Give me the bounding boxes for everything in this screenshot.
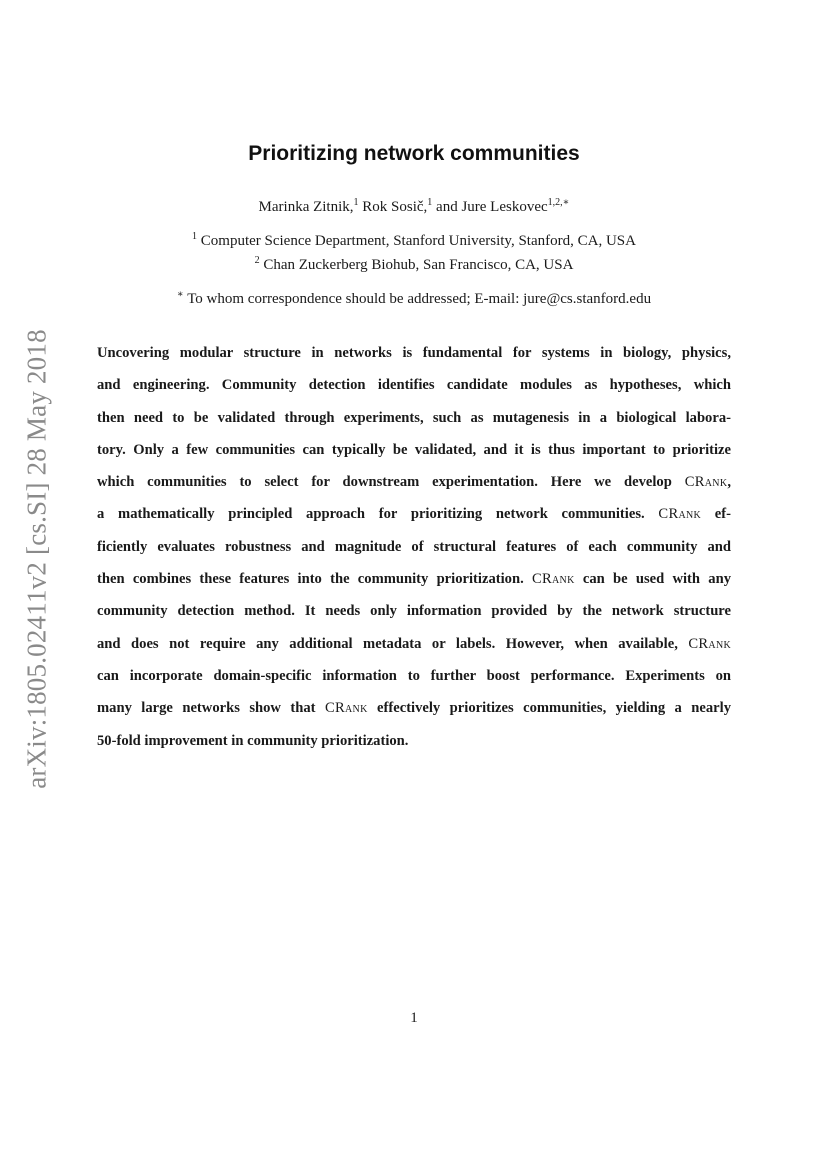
abstract-text: ficiently evaluates robustness and magnitude of structural features of each community and <box>97 538 731 555</box>
abstract-line <box>97 628 731 660</box>
author-list <box>0 199 828 216</box>
abstract-line <box>97 692 731 724</box>
abstract-text: and does not require any additional metadata or labels. However, when available, <box>97 635 689 652</box>
abstract-text: and engineering. Community detection identifies candidate modules as hypotheses, which <box>97 377 731 394</box>
abstract-text: then combines these features into the community prioritization. <box>97 571 532 588</box>
abstract-text: many large networks show that <box>97 700 325 717</box>
abstract-text: Uncovering modular structure in networks is fundamental for systems in biology, physics, <box>97 345 731 361</box>
page-number: 1 <box>410 1010 418 1026</box>
abstract-line <box>97 434 731 466</box>
abstract-line <box>97 402 731 434</box>
abstract-line <box>97 563 731 595</box>
abstract-text: , <box>727 474 731 491</box>
abstract-line <box>97 498 731 530</box>
abstract <box>97 337 731 757</box>
affiliation-text: Chan Zuckerberg Biohub, San Francisco, CA, USA <box>263 257 574 273</box>
method-name: CRank <box>531 571 575 588</box>
abstract-text: ef- <box>701 506 731 523</box>
author-affiliation-mark: 1 <box>353 197 359 208</box>
arxiv-identifier: arXiv:1805.02411v2 [cs.SI] 28 May 2018 <box>21 329 52 789</box>
author-name: Rok Sosič, <box>362 199 428 215</box>
arxiv-side-stamp <box>15 318 59 800</box>
affiliation-mark: 1 <box>192 231 198 242</box>
abstract-text: can incorporate domain-specific information to further boost performance. Experiments on <box>97 667 731 684</box>
paper-title: Prioritizing network communities <box>248 142 580 165</box>
abstract-text: tory. Only a few communities can typically be validated, and it is thus important to prioritize <box>97 441 731 458</box>
affiliation-2 <box>0 257 828 274</box>
abstract-text: community detection method. It needs only information provided by the network structure <box>97 603 731 620</box>
correspondence-note <box>0 291 828 308</box>
author-name: Marinka Zitnik, <box>258 199 354 215</box>
abstract-text: then need to be validated through experiments, such as mutagenesis in a biological labora- <box>97 409 731 426</box>
abstract-line <box>97 369 731 401</box>
abstract-line <box>97 531 731 563</box>
abstract-text: which communities to select for downstream experimentation. Here we develop <box>97 474 685 491</box>
method-name: CRank <box>684 474 728 491</box>
abstract-line <box>97 466 731 498</box>
abstract-text: can be used with any <box>574 571 731 588</box>
author-affiliation-mark: 1,2,∗ <box>547 197 570 208</box>
correspondence-mark: ∗ <box>176 289 184 300</box>
affiliation-mark: 2 <box>254 255 260 266</box>
abstract-line <box>97 660 731 692</box>
method-name: CRank <box>324 700 368 717</box>
affiliation-1 <box>0 233 828 250</box>
abstract-text: effectively prioritizes communities, yielding a nearly <box>367 700 732 717</box>
abstract-line <box>97 337 731 369</box>
method-name: CRank <box>688 635 731 652</box>
abstract-text: a mathematically principled approach for prioritizing network communities. <box>97 506 659 523</box>
affiliation-text: Computer Science Department, Stanford University, Stanford, CA, USA <box>200 233 636 249</box>
abstract-line <box>97 725 731 757</box>
author-name: and Jure Leskovec <box>436 199 548 215</box>
correspondence-text: To whom correspondence should be addressed; E-mail: jure@cs.stanford.edu <box>187 291 652 307</box>
method-name: CRank <box>658 506 702 523</box>
abstract-text: 50-fold improvement in community prioritization. <box>97 732 409 749</box>
abstract-line <box>97 595 731 627</box>
author-affiliation-mark: 1 <box>427 197 433 208</box>
